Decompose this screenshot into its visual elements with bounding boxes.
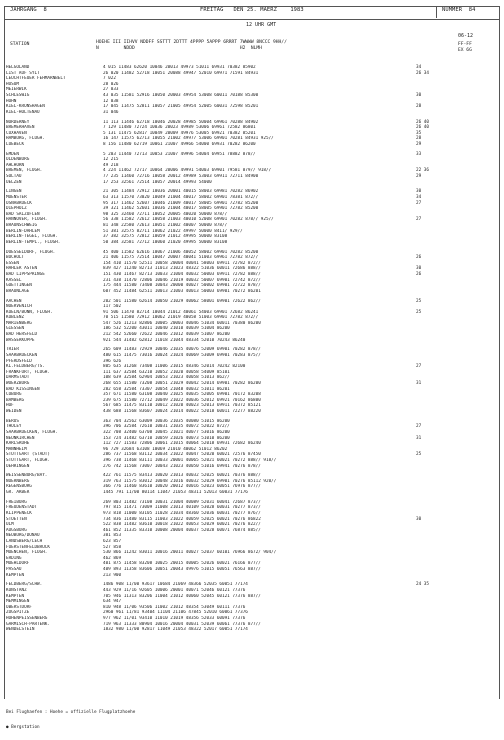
synop-codes: 239 675 11580 72712 10049 21022 40036 52012 69921 70162 86800 [103,397,261,403]
synop-codes: 95 317 11462 52607 10046 21009 40017 58005 69901 72782 85200 [103,200,259,206]
gust-value: 29 [416,141,422,147]
gust-value: 33 [416,151,422,157]
synop-codes: 977 962 11/01 93410 11010 21019 48356 52033 60091 77376 [103,615,246,621]
station-name: UELZEN [6,179,22,185]
synop-codes: 396 706 32584 72610 10031 21035 40072 52022 872// [103,424,230,430]
synop-codes: 839 427 11240 82713 11013 21023 48322 51036 60011 72686 888// [103,266,261,272]
station-name: HAMBURG, FLUGH. [6,136,45,142]
station-name: SOLTAU [6,174,22,180]
station-name: KOBLENZ [6,315,25,321]
station-name: DUESSELDORF, FLUGH. [6,249,56,255]
gust-value: 34 [416,195,422,201]
synop-codes: 719 963 11333 80904 10016 20004 40031 52039 60061 77376 877// [103,621,261,627]
station-name: AUGSBURG [6,527,27,533]
station-name: KL.FELDBERG/TS. [6,364,45,370]
table-row [6,464,496,470]
synop-codes: 153 724 31482 63710 10059 21026 40073 51010 86200 [103,435,230,441]
observation-time: 12 UHR GMT [246,22,277,28]
station-name: MEMMINGEN [6,599,30,605]
station-name: HOF [6,403,14,409]
station-name: OLDENBURG [6,157,30,163]
synop-codes: 77 235 11460 72716 10058 20012 49989 53003 69911 72711 84900 [103,174,259,180]
station-name: REGENSBURG [6,484,32,490]
station-name: HELGOLAND [6,65,30,70]
gust-value: 26 40 [416,119,429,125]
station-name: LINGEN [6,189,22,195]
gust-value: 30 [416,516,422,522]
synop-codes: 567 685 11475 83110 10012 21020 40023 52013 69911 70372 85121 [103,403,261,409]
station-table [6,65,496,637]
synop-codes: 45 400 11582 62616 10067 21006 40052 58002 69901 70282 85200 [103,249,259,255]
synop-codes: 4 224 11462 72717 10064 20006 49991 54003 69901 79581 879// 918// [103,168,272,174]
synop-codes: 11 113 11446 62718 10046 20028 49985 50004 69961 70288 84902 [103,119,259,125]
synop-codes: 108 639 32584 62904 10053 21023 40058 51013 862// [103,375,230,381]
station-name: NEUBURG/DONAU [6,533,40,539]
station-name: WUERZBURG [6,381,30,386]
station-name: BAD SALZUFLEN [6,211,40,217]
synop-codes: 16 147 11575 62713 10055 21002 49977 53006 69901 70281 84931 925// [103,136,274,142]
station-name: BOCHOLT [6,255,25,261]
synop-codes: 49 218 [103,162,119,168]
gust-value: 26 [416,255,422,261]
gust-column-header: FF-FF [458,42,472,47]
footnote [6,700,135,740]
station-name: PFERDSFELD [6,358,32,364]
station-name: BAD HERSFELD [6,332,38,338]
synop-codes: 269 803 11482 73108 10031 21004 40089 52031 60041 72687 873// [103,499,261,505]
station-name: AACHEN [6,298,22,304]
synop-codes: 17 253 32561 72514 10057 20014 49993 54000 [103,179,212,185]
station-name: SAARBRUECKEN, FLUGH. [6,429,58,435]
station-name: SAARBRUECKEN [6,353,38,359]
gust-value: 25 [416,298,422,304]
station-name: ESSEN [6,260,19,266]
synop-codes: 530 866 11242 83011 10016 20011 40027 52037 60101 76966 8672/ 904// [103,550,277,556]
synop-codes: 319 763 11575 83012 10048 21016 40032 52029 69901 70276 85112 920// [103,478,277,484]
synop-codes: 921 544 31482 62812 11018 21044 48334 52010 70243 86240 [103,337,246,343]
synop-codes: 805 635 31268 73408 11006 21015 48346 52014 70242 82100 [103,364,246,370]
synop-codes: 522 838 11482 83610 10018 21022 40053 52029 60021 70276 822// [103,522,261,528]
synop-codes: 322 708 32400 63708 10045 21021 40077 53016 86200 [103,429,230,435]
synop-codes: 12 215 [103,157,119,163]
station-name: NORDERNEY [6,119,30,125]
table-row [6,627,496,633]
station-name: STUTTGART, FLUGH. [6,457,50,463]
synop-codes: 231 438 11470 72806 10046 21019 40032 50007 69901 72742 872// [103,277,261,283]
gust-value: 27 [416,364,422,370]
synop-codes: 154 410 11570 52511 10058 20004 40041 58003 69911 72782 872// [103,260,261,266]
synop-codes: 51 381 32575 82711 10062 21022 49997 50000 8411/ 929// [103,228,243,234]
station-name: BAD LIPPSPRINGE [6,271,45,277]
station-name: WEISSENBURG/BAY. [6,473,48,479]
station-name: GOETTINGEN [6,283,32,289]
synop-codes: 186 532 52200 43011 10040 21010 40039 51004 86200 [103,326,230,332]
station-name: WASSERKUPPE [6,337,35,343]
gust-value: 28 [416,104,422,110]
station-name: OEHRINGEN [6,463,30,469]
station-name: BRAUNSCHWEIG [6,223,38,228]
synop-codes: 973 818 11000 83105 11028 21034 48360 52036 60031 70277 876// [103,511,261,517]
station-name: LANDSBERG/LECH [6,539,43,544]
synop-codes: 607 452 11484 62511 10013 21003 40013 50003 69901 70272 86201 [103,288,261,294]
station-name: HAHLER ASTEN [6,266,38,272]
station-name: FELDBERG/SCHW. [6,582,43,588]
gust-value: 25 [416,309,422,315]
gust-column-subheader: EX 6G [458,48,472,53]
station-name: MEIERWIK [6,87,27,93]
station-name: GARMISCH-PARTENK. [6,621,50,627]
synop-codes: 286 737 11568 83112 10034 21022 40047 52020 60021 72576 87450 [103,452,261,458]
gust-value: 30 [416,189,422,195]
synop-codes: 96 729 32684 63108 10069 21010 40062 51012 86202 [103,446,228,452]
station-name: KEMPTEN [6,593,25,599]
synop-codes: 438 688 11568 83607 10024 21014 40022 52018 60011 72277 88220 [103,408,261,414]
synop-codes: 63 313 11570 73020 10049 21004 40017 58002 69901 78381 872// [103,195,259,201]
footnote-airports: Bei Flughaefen : Hoehe = offizielle Flugplatzhoehe [6,710,136,715]
gust-value: 30 [416,92,422,98]
gust-value: 25 [416,452,422,458]
station-name: KIEL-KRONSHAGEN [6,104,45,110]
synop-codes: 212 542 52660 72622 10046 21012 40039 51007 86200 [103,332,230,338]
synop-codes: 26 020 11482 52718 10051 20088 49947 52010 69971 71591 84931 [103,70,259,76]
synop-codes: 480 615 11475 73016 10024 21024 40069 53009 69901 70283 875// [103,353,261,359]
synop-codes: 43 035 11581 52916 10050 20003 49954 53008 60011 70188 85300 [103,92,259,98]
table-row [6,338,496,344]
synop-codes: 7 129 11480 72724 10036 20023 49989 53006 69961 72582 86801 [103,125,256,131]
station-name: MUENCHEN, FLUGH. [6,550,48,556]
station-name: LUEBECK [6,141,25,147]
station-name: KIEL-HOLTENAU [6,109,40,115]
synop-codes: 634 947 [103,599,122,605]
date-label: FREITAG DEN 25. MAERZ 1983 [200,7,304,13]
synop-codes: 17 045 11475 52811 10057 21005 49954 52005 60031 72598 85201 [103,104,259,110]
station-name: OBERSTDORF [6,604,32,610]
station-name: DARMSTADT [6,375,30,381]
station-name: NOERVENICH [6,304,32,310]
synop-codes: 8 156 11480 62719 10061 21007 49966 54000 69931 70282 86200 [103,141,256,147]
station-name: BRAUNLAGE [6,288,30,294]
synop-codes: 282 658 32584 73307 10054 21048 40032 51011 86201 [103,386,230,392]
station-name: GIESSEN [6,326,25,332]
gust-value: 26 40 [416,125,429,131]
station-name: HUSUM [6,81,19,87]
synop-codes: 202 501 11580 62614 10050 21029 40062 58001 69901 72622 862// [103,298,261,304]
station-column-header: STATION [10,42,30,47]
station-name: ERDING [6,555,22,561]
gust-value: 27 [416,200,422,206]
station-name: KONSTANZ [6,587,27,593]
station-name: NEUNKIRCHEN [6,435,35,441]
synop-codes: 381 853 [103,533,122,539]
synop-codes: 50 384 32581 72712 10060 21020 49995 50000 83108 [103,239,228,245]
synop-codes: 396 626 [103,358,122,364]
station-name: DIEPHOLZ [6,206,27,212]
synop-codes: 39 321 11462 52601 10036 21004 40017 58005 69901 72782 85200 [103,206,259,212]
station-name: KLIPPENECK [6,511,32,517]
group-separator [6,633,496,637]
station-name: STOETTEN [6,516,27,522]
synop-codes: 1445 791 11/00 80114 11047 21053 48311 52013 60031 77176 [103,490,248,496]
station-name: MUEHLDORF [6,561,30,567]
synop-codes: 276 742 11568 73007 10043 21023 40050 51016 69941 70276 878// [103,463,261,469]
code-column-subheader: N NDDD H2 NLMH [96,46,262,51]
station-name: LIST AUF SYLT [6,70,40,76]
synop-codes: 527 858 [103,544,122,550]
station-name: SCHLESWIG [6,92,30,98]
gust-value: 22 36 [416,168,429,174]
synop-codes: 28 026 [103,81,119,87]
station-name: STUTTGART (STADT) [6,452,50,458]
synop-codes: 5 203 11440 72713 10053 21007 49996 54004 69951 78882 878// [103,151,256,157]
synop-codes: 357 671 11580 63108 10040 21025 40035 52005 69901 70172 83208 [103,392,261,398]
station-name: TRIER [6,347,19,353]
jahrgang-label: JAHRGANG 8 [10,7,47,13]
station-name: PASSAU [6,566,22,572]
synop-codes: 422 761 11575 83413 10020 21013 40032 52025 60021 70376 888// [103,473,261,479]
synop-codes: 443 929 11/16 92605 10006 20001 40071 52046 60121 77376 [103,587,246,593]
gust-value: 24 35 [416,582,429,588]
synop-codes: 81 348 22580 72613 10051 21002 40007 50000 878// [103,223,228,228]
station-name: BREMEN, FLUGH. [6,168,43,174]
synop-codes: 705 946 11313 83206 11004 21012 40060 52045 60121 77376 887// [103,593,261,599]
synop-codes: 12 038 [103,98,119,104]
synop-codes: 112 727 11583 72806 10061 21015 40064 52018 69931 72682 86240 [103,441,261,447]
station-name: KARLSRUHE [6,441,30,447]
synop-codes: 70 515 11580 72912 10062 21019 40058 51003 69901 72782 872// [103,315,259,321]
synop-codes: 797 815 11471 73009 11008 21013 40109 53028 60031 70277 873// [103,505,261,511]
synop-codes: 363 704 32562 63009 10036 21035 40080 51015 86200 [103,418,230,424]
synop-codes: 623 857 [103,539,122,544]
station-name: BERLIN-DAHLEM [6,228,40,234]
station-name: NUERNBERG [6,478,30,484]
synop-codes: 213 900 [103,572,122,578]
station-name: MANNHEIM [6,446,27,452]
station-name: HOHN [6,98,17,104]
synop-codes: 366 776 11460 83610 10020 20012 40016 52023 60051 76976 877// [103,484,261,490]
gust-value: 31 [416,435,422,441]
synop-codes: 2960 961 11/81 93404 11104 21106 47845 52010 60061 77376 [103,610,248,616]
synop-codes: 91 506 11470 82714 10044 21012 40061 54003 69901 72682 86241 [103,309,259,315]
table-row [6,142,496,148]
station-name: COBURG [6,392,22,398]
right-border [499,6,500,699]
station-name: WEIDEN [6,408,22,414]
station-name: BERUS [6,418,19,424]
synop-codes: 810 948 11/06 93506 11002 21012 48354 53049 60111 77376 [103,604,246,610]
synop-codes: 56 338 11582 72612 10058 21003 40010 52008 69901 70282 878// 925// [103,217,274,223]
station-name: ULM [6,522,14,528]
station-name: KEMPTEN [6,572,25,578]
issue-number: NUMMER 84 [442,7,476,13]
synop-codes: 175 444 11580 73408 10043 20000 40027 50002 69901 72722 878// [103,283,261,289]
synop-codes: 268 655 11580 73208 10051 21029 40042 52014 69901 70282 86200 [103,381,261,386]
gust-value: 27 [416,424,422,430]
station-name: FRANKFURT, FLUGH. [6,369,50,375]
station-name: THOLEY [6,424,22,430]
gust-value: 26 34 [416,70,429,76]
synop-codes: 37 382 32575 72812 10059 21012 49995 50000 83108 [103,234,228,240]
station-name: BAMBERG [6,397,25,403]
station-name: ZUGSPITZE [6,610,30,616]
synop-codes: 1486 908 11/00 93617 10684 21069 48366 52035 60051 77174 [103,582,248,588]
station-name: LEUCHTFEUER FEHMARNBELT [6,76,66,82]
station-name: FUERSTENFELDBRUCK [6,544,50,550]
synop-codes: 21 406 11575 72514 10047 20007 40041 51003 69961 72782 872// [103,255,259,261]
left-border [4,6,5,699]
station-name: KASSEL [6,277,22,283]
synop-codes: 98 325 32460 72711 10052 20005 40020 50000 878// [103,211,228,217]
synop-codes: 396 738 11468 83111 10033 20001 40065 52021 60021 70272 888// 918// [103,457,277,463]
station-name: HOHENPEISSENBERG [6,615,48,621]
station-name: BERLIN-TEGEL, FLUGH. [6,234,58,240]
synop-codes: 409 893 11358 83606 10051 20043 49976 51015 60051 76563 887// [103,566,261,572]
station-name: EMDEN [6,151,19,157]
table-row [6,490,496,496]
station-name: CUXHAVEN [6,130,27,136]
gust-value: 30 [416,266,422,272]
gust-value: 34 [416,65,422,70]
synop-codes: 117 502 [103,304,122,310]
synop-codes: 5 131 11475 62817 10049 20009 49976 53005 69921 70382 85201 [103,130,256,136]
synop-codes: 401 875 11458 83208 10025 20015 40005 52026 60021 76166 877// [103,561,261,567]
station-name: OSNABRUECK [6,200,32,206]
synop-codes: 734 836 11480 83115 11003 21022 40059 52025 60021 70276 86822 [103,516,261,522]
table-row [6,409,496,415]
synop-codes: 151 430 11467 82713 10033 21004 40032 50003 69911 72782 888// [103,271,261,277]
station-name: FREUDENSTADT [6,505,38,511]
footnote-mountain: ● Bergstation [6,725,40,730]
synop-codes: 111 637 32584 63210 10052 21020 40058 54009 85101 [103,369,230,375]
station-name: HANNOVER, FLUGH. [6,217,48,223]
gust-value: 35 [416,130,422,136]
gust-value: 27 [416,217,422,223]
station-name: MARIENBERG [6,320,32,326]
synop-codes: 27 033 [103,87,119,93]
table-row [6,573,496,579]
table-row [6,180,496,186]
synop-codes: 31 046 [103,109,119,115]
table-row [6,240,496,246]
station-name: FREIBURG [6,499,27,505]
synop-codes: 462 869 [103,555,122,561]
gust-value: 29 [416,174,422,180]
synop-codes: 4 015 11483 62620 10046 20013 49973 51011 69931 70382 85902 [103,65,256,70]
synop-codes: 547 526 11213 82806 10005 20003 40046 51034 60011 70380 86200 [103,320,261,326]
time-range: 06-12 [458,33,474,39]
code-column-header: HOEHE III IIHVV NDDFF SSTTT 2DTTT 4PPPP 5APPP 6RRRT 7WWWW 8NCCC 9HH// [96,40,287,45]
header-divider [436,6,437,18]
station-name: BREMERHAVEN [6,125,35,131]
synop-codes: 265 609 11483 72929 10046 21035 40076 52009 69901 70282 878// [103,347,261,353]
station-name: WENDELSTEIN [6,627,35,633]
table-row [6,110,496,116]
gust-value: 28 [416,136,422,142]
synop-codes: 461 852 11335 83310 10008 20004 40037 52028 60071 76874 885// [103,527,261,533]
station-name: BERLIN-TEMPL., FLUGH. [6,239,61,245]
gust-value: 26 [416,271,422,277]
synop-codes: 21 305 11484 72912 10036 20001 40015 58003 69981 70282 86902 [103,189,259,195]
station-name: MUENSTER [6,195,27,201]
station-name: AHLHORN [6,162,25,168]
table-row [6,289,496,295]
station-name: GR. ARBER [6,490,30,496]
gust-value: 31 [416,381,422,386]
station-name: BAD KISSINGEN [6,386,40,392]
station-name: KOELN/BONN, FLUGH. [6,309,53,315]
synop-codes: 1832 980 11/00 92817 11049 21053 48322 52017 60051 77174 [103,627,248,633]
synop-codes: 7 022 [103,76,116,82]
